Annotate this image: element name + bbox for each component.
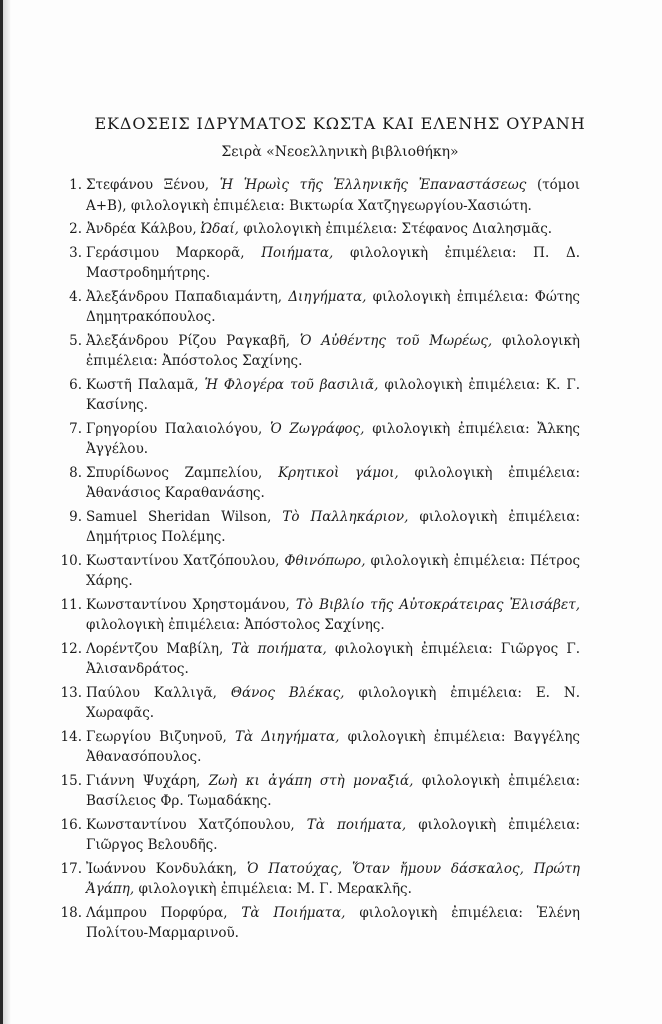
page-binding-shadow: [3, 0, 11, 1024]
entry-author: Λορέντζου Μαβίλη,: [86, 640, 224, 657]
entry-work-title: Ὁ Αὐθέντης τοῦ Μωρέως,: [299, 332, 493, 349]
entry-editor: φιλολογικὴ ἐπιμέλεια: Ἑλένη Πολίτου-Μαρμαρινοῦ.: [86, 904, 581, 941]
entry-work-title: Θάνος Βλέκας,: [230, 684, 345, 701]
entry-work-title: Διηγήματα,: [288, 288, 367, 305]
entry-author: Κωνσταντίνου Χρηστομάνου,: [86, 596, 290, 613]
book-entry-2: [60, 219, 580, 240]
entry-number: 15.: [60, 772, 82, 789]
book-entry-17: [60, 859, 580, 900]
entry-author: Γεωργίου Βιζυηνοῦ,: [86, 728, 227, 745]
entry-author: Ἀλεξάνδρου Ρίζου Ραγκαβῆ,: [86, 332, 291, 349]
book-entry-5: [60, 331, 580, 372]
book-entry-10: [60, 551, 580, 592]
entry-author: Γρηγορίου Παλαιολόγου,: [86, 420, 263, 437]
entry-work-title: Τὰ Ποιήματα,: [241, 904, 346, 921]
entry-editor: φιλολογικὴ ἐπιμέλεια: Δημήτριος Πολέμης.: [86, 508, 581, 545]
entry-editor: φιλολογικὴ ἐπιμέλεια: Στέφανος Διαλησμᾶς.: [243, 221, 553, 237]
entry-author: Σπυρίδωνος Ζαμπελίου,: [86, 464, 263, 481]
entry-editor: φιλολογικὴ ἐπιμέλεια: Ε. Ν. Χωραφᾶς.: [86, 684, 580, 721]
entry-number: 14.: [60, 728, 82, 745]
book-entry-18: [60, 903, 580, 944]
entry-work-title: Κρητικοὶ γάμοι,: [278, 464, 399, 481]
book-entry-11: [60, 595, 580, 636]
entry-editor: φιλολογικὴ ἐπιμέλεια: Πέτρος Χάρης.: [86, 552, 581, 589]
entry-author: Ἀλεξάνδρου Παπαδιαμάντη,: [86, 288, 283, 305]
book-entry-13: [60, 683, 580, 724]
entry-work-title: Τὸ Παλληκάριον,: [282, 508, 409, 525]
entry-author: Κωστῆ Παλαμᾶ,: [86, 376, 199, 393]
entry-editor: φιλολογικὴ ἐπιμέλεια: Π. Δ. Μαστροδημήτρης.: [86, 244, 580, 281]
entry-number: 1.: [69, 177, 82, 193]
entry-work-title: Τὰ ποιήματα,: [306, 816, 407, 833]
entry-editor: φιλολογικὴ ἐπιμέλεια: Γιῶργος Γ. Ἀλισανδράτος.: [86, 640, 581, 677]
book-entry-6: [60, 375, 580, 416]
series-subtitle: Σειρὰ «Νεοελληνικὴ βιβλιοθήκη»: [221, 144, 459, 160]
publisher-title: ΕΚΔΟΣΕΙΣ ΙΔΡΥΜΑΤΟΣ ΚΩΣΤΑ ΚΑΙ ΕΛΕΝΗΣ ΟΥΡΑΝΗ: [94, 114, 586, 133]
entry-number: 7.: [69, 420, 82, 437]
entry-number: 17.: [60, 860, 82, 877]
entry-editor: φιλολογικὴ ἐπιμέλεια: Ἄλκης Ἀγγέλου.: [86, 420, 580, 457]
entry-work-title: Ζωὴ κι ἀγάπη στὴ μοναξιά,: [208, 772, 414, 789]
entry-editor: (τόμοι Α+Β), φιλολογικὴ ἐπιμέλεια: Βικτωρία Χατζηγεωργίου-Χασιώτη.: [86, 177, 580, 214]
entry-number: 9.: [69, 508, 82, 525]
entry-work-title: Τὰ ποιήματα,: [231, 640, 327, 657]
entry-number: 5.: [69, 332, 82, 349]
entry-author: Κωνσταντίνου Χατζόπουλου,: [86, 816, 295, 833]
entry-number: 2.: [69, 221, 82, 237]
entry-author: Ἰωάννου Κονδυλάκη,: [86, 860, 237, 877]
entry-number: 13.: [60, 684, 82, 701]
entry-number: 11.: [60, 596, 82, 613]
book-entry-1: [60, 175, 580, 216]
entry-work-title: Τὸ Βιβλίο τῆς Αὐτοκράτειρας Ἐλισάβετ,: [295, 596, 580, 613]
entry-work-title: Ποιήματα,: [261, 244, 334, 261]
entry-author: Ἀνδρέα Κάλβου,: [86, 221, 197, 237]
book-entry-15: [60, 771, 580, 812]
book-list: [60, 175, 580, 947]
book-entry-3: [60, 243, 580, 284]
entry-work-title: Ἡ Φλογέρα τοῦ βασιλιᾶ,: [204, 376, 379, 393]
entry-editor: φιλολογικὴ ἐπιμέλεια: Ἀθανάσιος Καραθανάσης.: [86, 464, 580, 501]
entry-author: Γιάννη Ψυχάρη,: [86, 772, 201, 789]
book-entry-7: [60, 419, 580, 460]
entry-number: 16.: [60, 816, 82, 833]
entry-work-title: Φθινόπωρο,: [284, 552, 366, 569]
entry-number: 3.: [69, 244, 82, 261]
entry-editor: φιλολογικὴ ἐπιμέλεια: Φώτης Δημητρακόπουλος.: [86, 288, 580, 325]
entry-work-title: Τὰ Διηγήματα,: [235, 728, 340, 745]
book-entry-9: [60, 507, 580, 548]
entry-author: Samuel Sheridan Wilson,: [86, 508, 272, 525]
entry-work-title: Ὁ Ζωγράφος,: [270, 420, 365, 437]
entry-editor: φιλολογικὴ ἐπιμέλεια: Βασίλειος Φρ. Τωμαδάκης.: [86, 772, 580, 809]
entry-editor: φιλολογικὴ ἐπιμέλεια: Γιῶργος Βελουδῆς.: [86, 816, 580, 853]
entry-number: 10.: [60, 552, 82, 569]
book-entry-4: [60, 287, 580, 328]
book-entry-8: [60, 463, 580, 504]
entry-editor: φιλολογικὴ ἐπιμέλεια: Ἀπόστολος Σαχίνης.: [86, 332, 580, 369]
entry-author: Παύλου Καλλιγᾶ,: [86, 684, 217, 701]
entry-number: 12.: [60, 640, 82, 657]
entry-author: Κωσταντίνου Χατζόπουλου,: [86, 552, 280, 569]
entry-author: Λάμπρου Πορφύρα,: [86, 904, 228, 921]
entry-author: Γεράσιμου Μαρκορᾶ,: [86, 244, 245, 261]
book-entry-14: [60, 727, 580, 768]
book-entry-12: [60, 639, 580, 680]
entry-author: Στεφάνου Ξένου,: [86, 177, 210, 193]
entry-work-title: Ὁ Πατούχας, Ὅταν ἤμουν δάσκαλος, Πρώτη Ἀγάπη,: [86, 860, 580, 897]
entry-editor: φιλολογικὴ ἐπιμέλεια: Κ. Γ. Κασίνης.: [86, 376, 581, 413]
entry-work-title: Ἡ Ἡρωὶς τῆς Ἑλληνικῆς Ἐπαναστάσεως: [219, 177, 527, 193]
book-entry-16: [60, 815, 580, 856]
entry-number: 8.: [69, 464, 82, 481]
entry-editor: φιλολογικὴ ἐπιμέλεια: Ἀπόστολος Σαχίνης.: [86, 617, 385, 633]
entry-editor: φιλολογικὴ ἐπιμέλεια: Βαγγέλης Ἀθανασόπουλος.: [86, 728, 580, 765]
entry-editor: φιλολογικὴ ἐπιμέλεια: Μ. Γ. Μερακλῆς.: [138, 881, 412, 897]
entry-number: 6.: [69, 376, 82, 393]
entry-number: 18.: [60, 904, 82, 921]
entry-number: 4.: [69, 288, 82, 305]
entry-work-title: Ὠδαί,: [200, 221, 239, 237]
page-header: [60, 113, 620, 162]
